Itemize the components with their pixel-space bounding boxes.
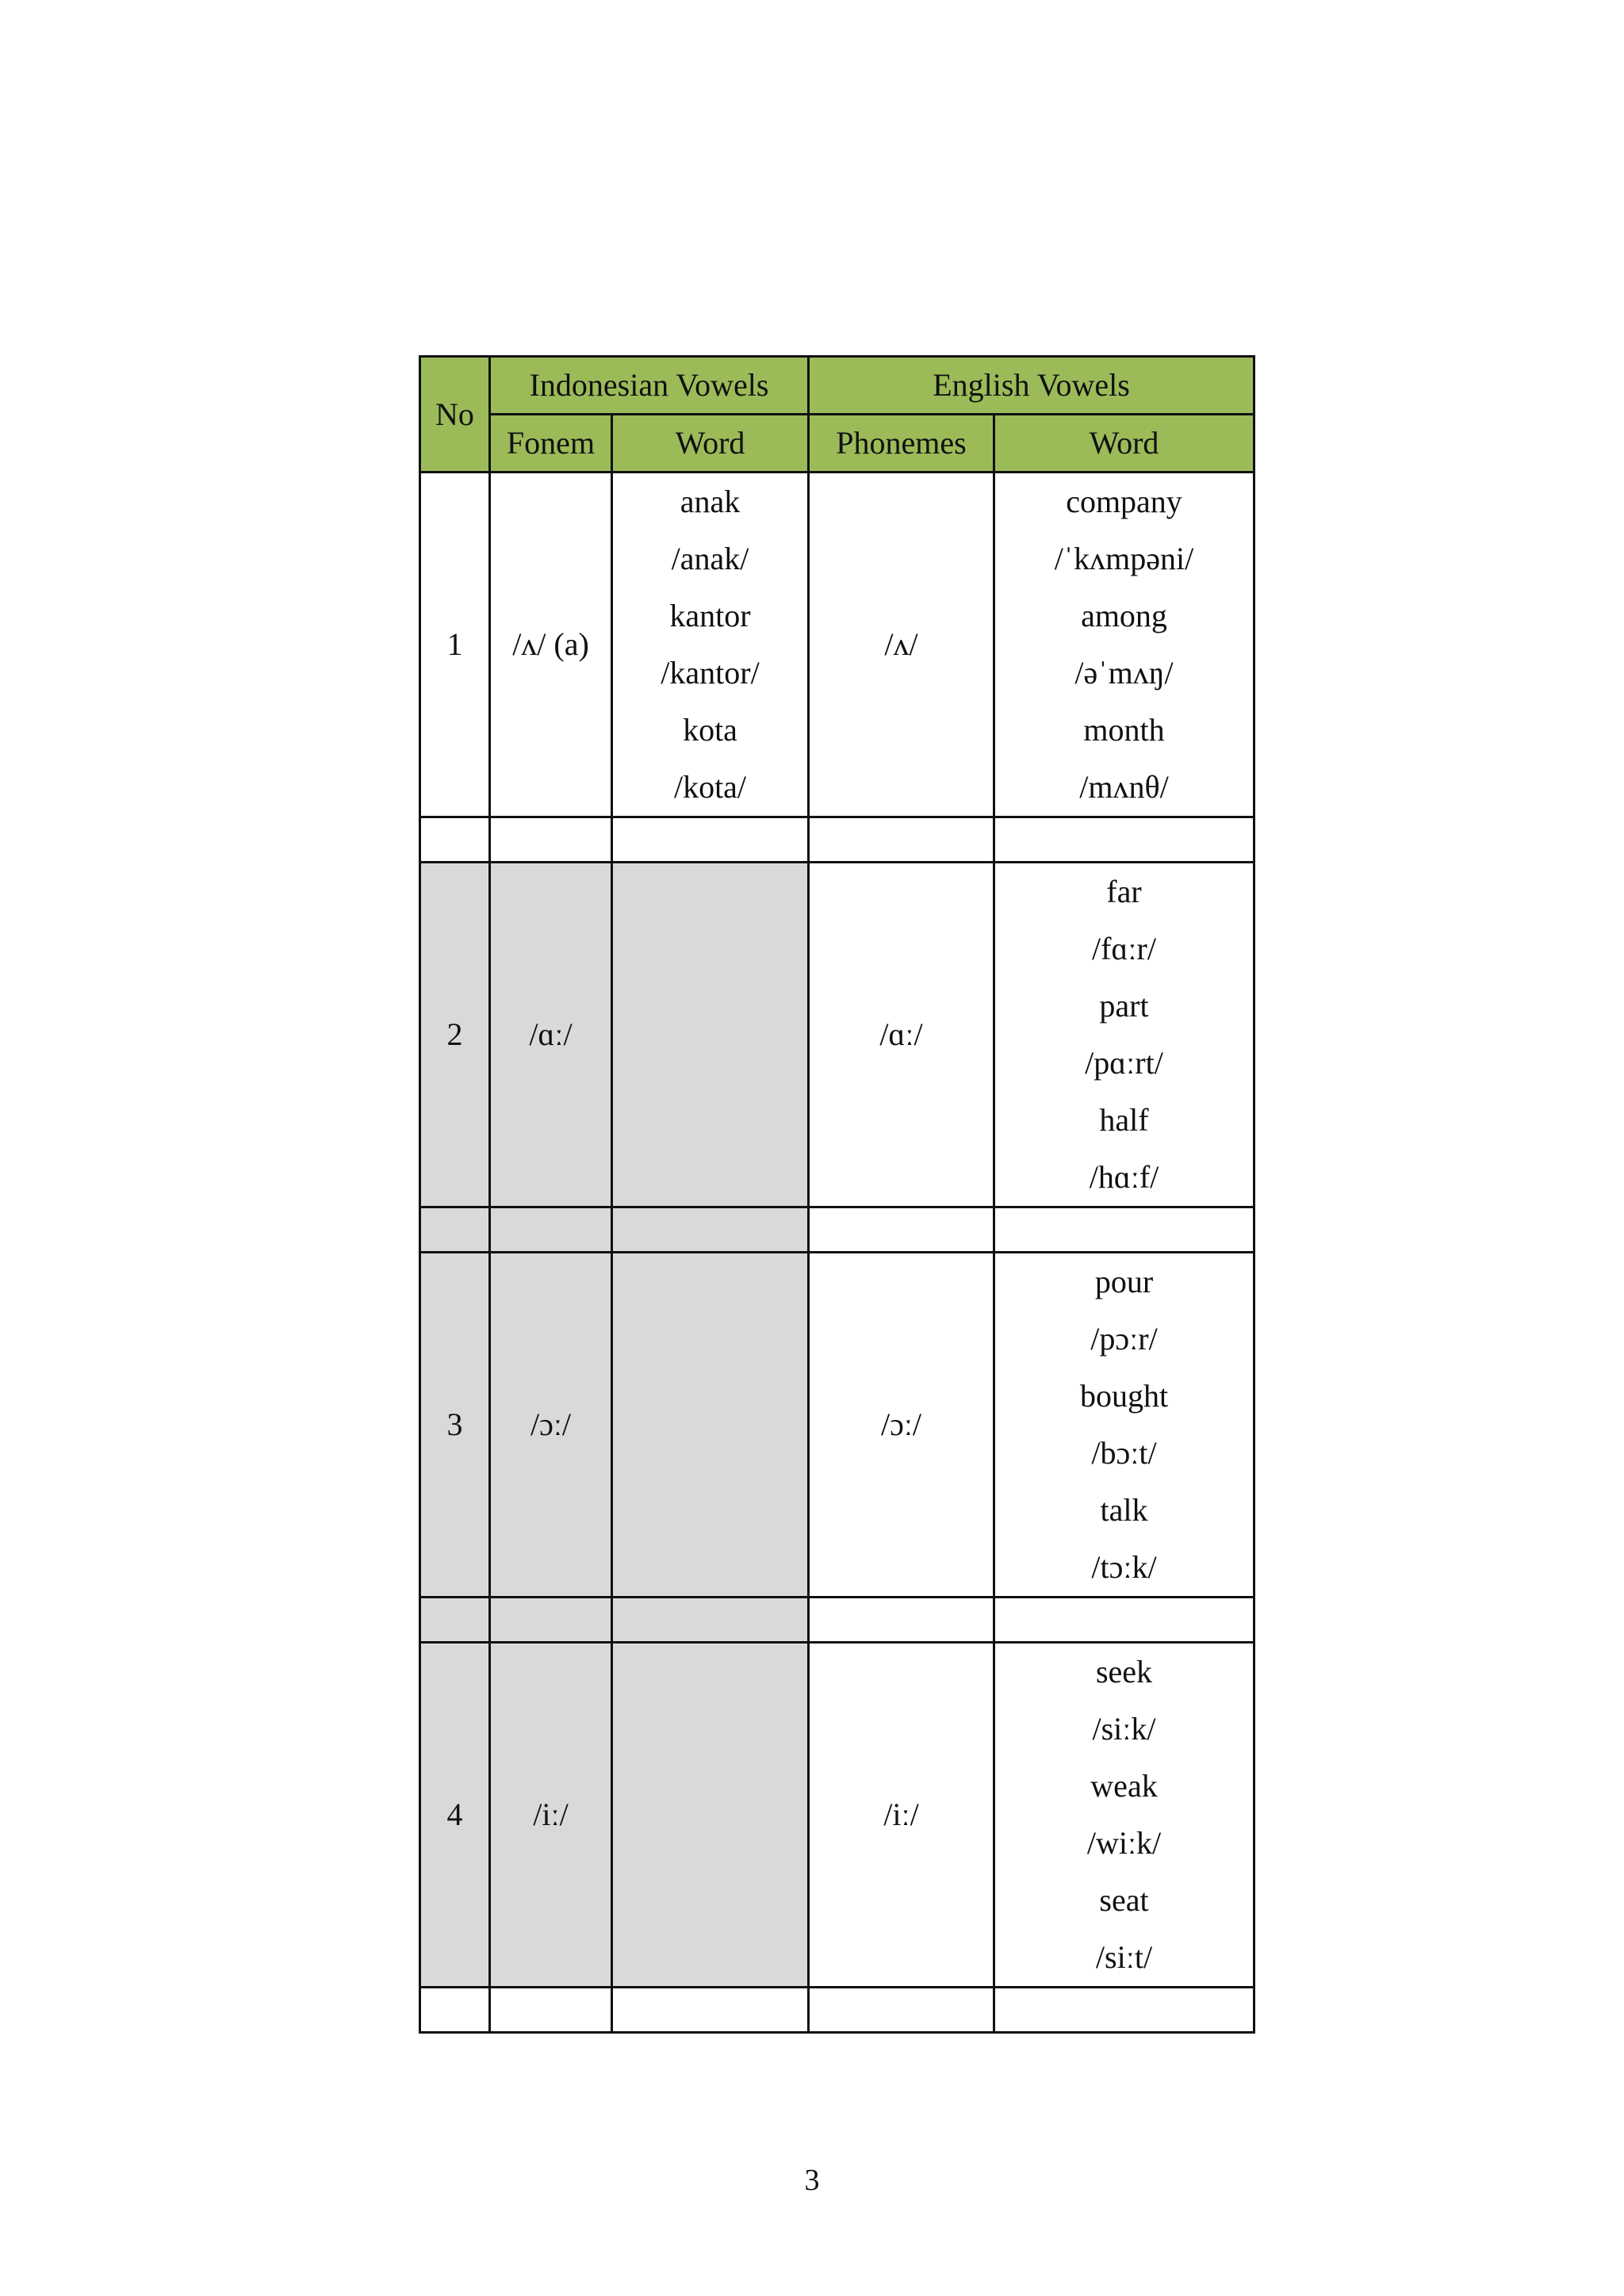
english-word: half xyxy=(1099,1102,1149,1138)
english-words xyxy=(994,1253,1254,1598)
english-word: part xyxy=(1099,988,1149,1024)
english-word-transcription: /wiːk/ xyxy=(1086,1825,1162,1861)
table-row xyxy=(420,1643,1254,1988)
english-word-transcription: /siːt/ xyxy=(1095,1939,1153,1975)
header-indonesian-word: Word xyxy=(612,415,809,473)
english-word: company xyxy=(1066,484,1182,519)
english-words xyxy=(994,1643,1254,1988)
indonesian-fonem: /ʌ/ (a) xyxy=(490,473,612,817)
english-word: far xyxy=(1106,874,1142,909)
english-word: seat xyxy=(1099,1882,1149,1918)
english-word-transcription: /pɔːr/ xyxy=(1090,1321,1158,1357)
english-phoneme: /iː/ xyxy=(809,1643,994,1988)
indonesian-words-empty xyxy=(612,863,809,1207)
header-english-word: Word xyxy=(994,415,1254,473)
english-word: talk xyxy=(1100,1492,1148,1528)
indonesian-fonem: /iː/ xyxy=(490,1643,612,1988)
english-word: month xyxy=(1083,712,1165,748)
english-word: among xyxy=(1081,598,1167,633)
english-phoneme: /ɔː/ xyxy=(809,1253,994,1598)
english-word-transcription: /fɑːr/ xyxy=(1092,931,1156,966)
english-word: weak xyxy=(1090,1768,1158,1804)
table-row xyxy=(420,1253,1254,1598)
indonesian-words xyxy=(612,473,809,817)
indonesian-words-empty xyxy=(612,1253,809,1598)
spacer-row xyxy=(420,817,1254,863)
indonesian-word: kantor xyxy=(669,598,751,633)
indonesian-word-transcription: /kantor/ xyxy=(661,655,760,691)
english-word-transcription: /tɔːk/ xyxy=(1091,1549,1157,1585)
table-row xyxy=(420,863,1254,1207)
header-no: No xyxy=(420,357,490,473)
english-word: seek xyxy=(1095,1654,1153,1689)
spacer-row xyxy=(420,1598,1254,1643)
english-word-transcription: /əˈmʌŋ/ xyxy=(1074,655,1174,691)
english-word-transcription: /bɔːt/ xyxy=(1091,1435,1157,1471)
english-word-transcription: /pɑːrt/ xyxy=(1085,1045,1163,1081)
english-word: pour xyxy=(1094,1264,1154,1299)
spacer-row xyxy=(420,1207,1254,1253)
vowel-comparison-table xyxy=(419,355,1255,2034)
row-number: 4 xyxy=(420,1643,490,1988)
english-words xyxy=(994,863,1254,1207)
row-number: 2 xyxy=(420,863,490,1207)
header-fonem: Fonem xyxy=(490,415,612,473)
header-english-vowels: English Vowels xyxy=(809,357,1254,415)
english-words xyxy=(994,473,1254,817)
header-phonemes: Phonemes xyxy=(809,415,994,473)
english-word: bought xyxy=(1079,1378,1169,1414)
indonesian-word-transcription: /anak/ xyxy=(671,541,749,576)
table-row xyxy=(420,473,1254,817)
english-phoneme: /ʌ/ xyxy=(809,473,994,817)
english-word-transcription: /ˈkʌmpəni/ xyxy=(1054,541,1194,576)
row-number: 3 xyxy=(420,1253,490,1598)
indonesian-fonem: /ɔː/ xyxy=(490,1253,612,1598)
spacer-row xyxy=(420,1988,1254,2033)
english-word-transcription: /hɑːf/ xyxy=(1089,1159,1159,1195)
indonesian-word-transcription: /kota/ xyxy=(673,769,747,805)
english-word-transcription: /siːk/ xyxy=(1092,1711,1156,1747)
page-number: 3 xyxy=(804,2164,820,2197)
indonesian-word: anak xyxy=(680,484,741,519)
row-number: 1 xyxy=(420,473,490,817)
indonesian-fonem: /ɑː/ xyxy=(490,863,612,1207)
english-phoneme: /ɑː/ xyxy=(809,863,994,1207)
indonesian-words-empty xyxy=(612,1643,809,1988)
english-word-transcription: /mʌnθ/ xyxy=(1079,769,1169,805)
header-indonesian-vowels: Indonesian Vowels xyxy=(490,357,809,415)
indonesian-word: kota xyxy=(683,712,737,748)
